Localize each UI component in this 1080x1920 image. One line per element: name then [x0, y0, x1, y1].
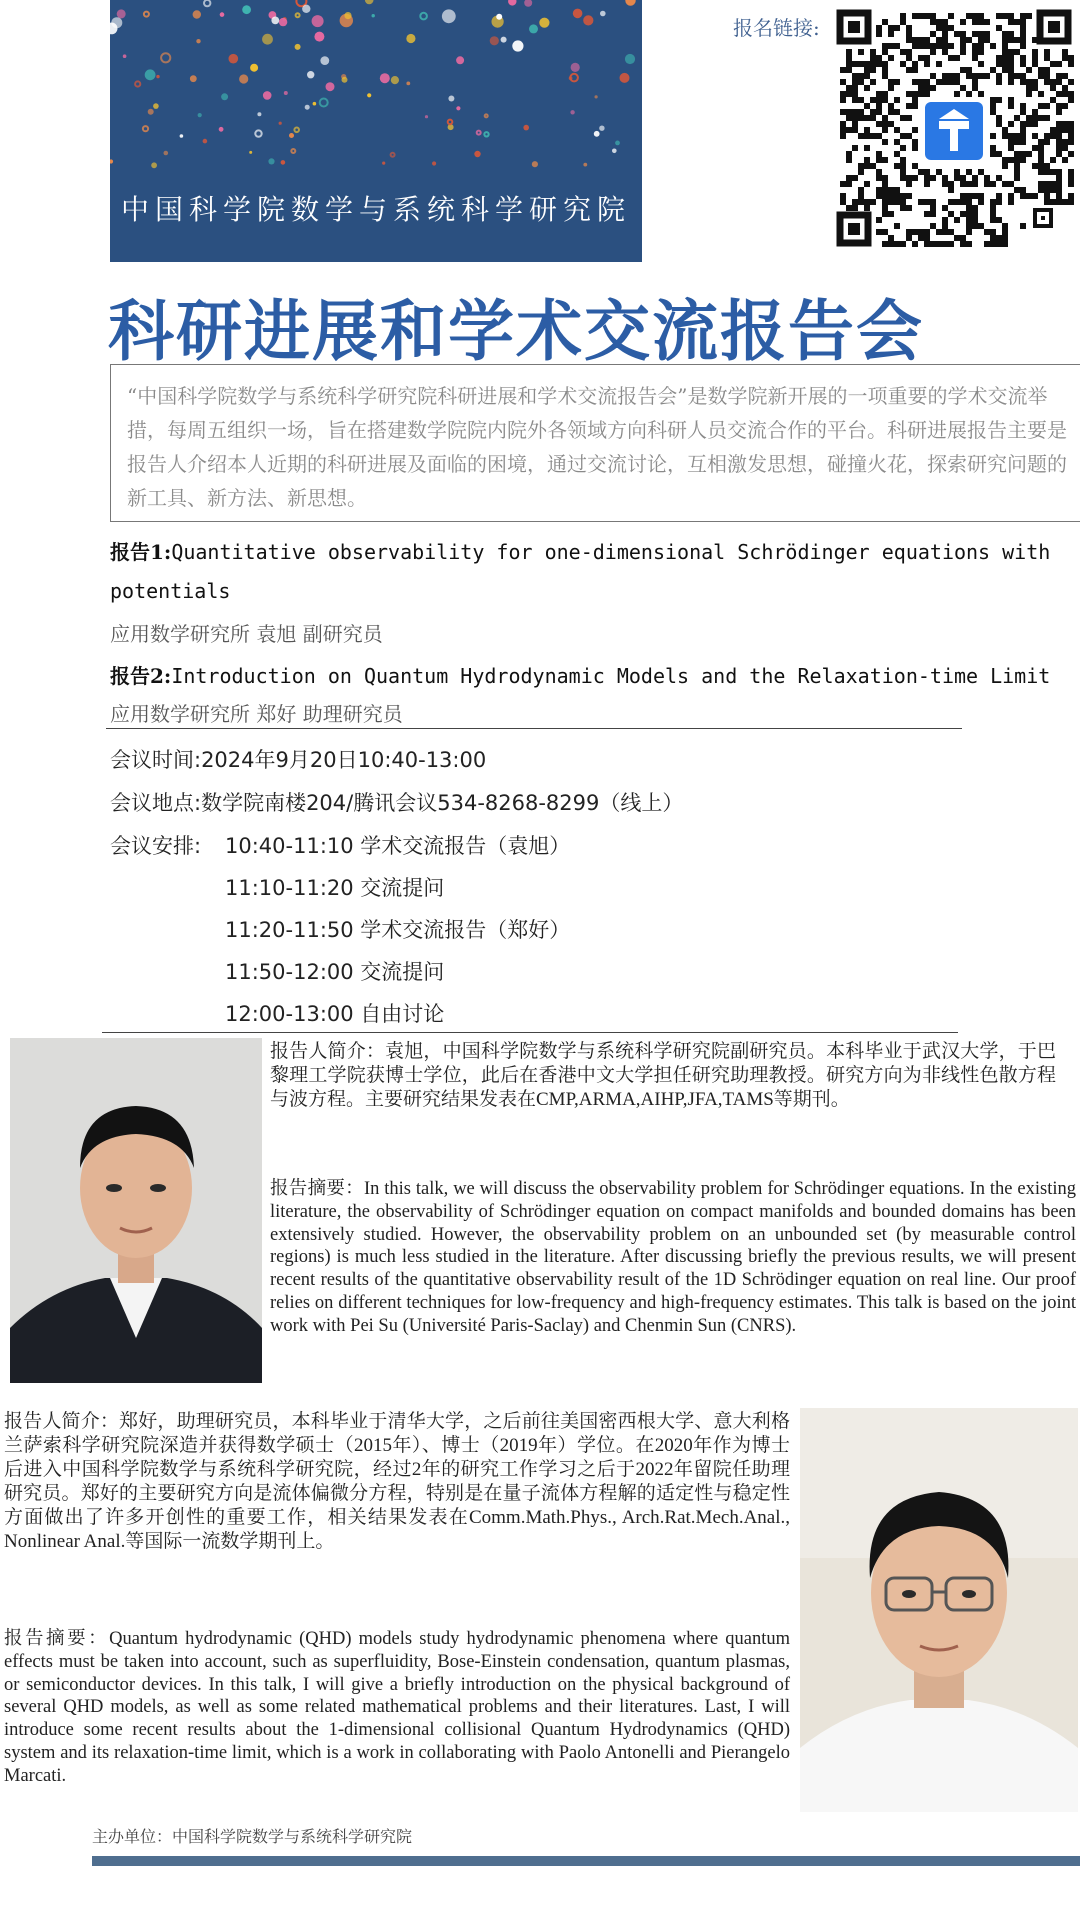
page-title: 科研进展和学术交流报告会: [108, 293, 924, 370]
schedule-item: 11:50-12:00 交流提问: [225, 960, 445, 984]
talk-2-title-line1: Introduction on Quantum Hydrodynamic Models and the Relaxation-time Limit: [171, 664, 1051, 688]
footer-bar: [92, 1856, 1080, 1866]
qr-code-icon[interactable]: [833, 5, 1075, 251]
meeting-place: 会议地点:数学院南楼204/腾讯会议534-8268-8299（线上）: [110, 791, 684, 815]
talk-2-title: [110, 660, 1050, 689]
divider: [106, 728, 962, 729]
speaker-1-abstract: 报告摘要：In this talk, we will discuss the observability problem for Schrödinger equations. In the existing literature, the observability of Schrödinger equation on compact manifolds and bounded domains has been extensively studied. However, the observability problem on an unbounded set (by measurable control regions) is much less studied in the literature. After discussing briefly the previous results, we will present recent results of the quantitative observability result of the 1D Schrödinger equation on real line. Our proof relies on different techniques for low-frequency and high-frequency estimates. This talk is based on the joint work with Pei Su (Université Paris-Saclay) and Chenmin Sun (CNRS).: [270, 1179, 1076, 1336]
talk-1-title: [110, 536, 1050, 565]
talk-1-title-line2: potentials: [110, 579, 231, 603]
speaker-1-photo: [10, 1038, 262, 1383]
schedule-item: 10:40-11:10 学术交流报告（袁旭）: [225, 834, 571, 858]
speaker-1-bio: 报告人简介：袁旭，中国科学院数学与系统科学研究院副研究员。本科毕业于武汉大学，于巴黎理工学院获博士学位，此后在香港中文大学担任研究助理教授。研究方向为非线性色散方程与波方程。主要研究结果发表在CMP,ARMA,AIHP,JFA,TAMS等期刊。: [270, 1041, 1056, 1110]
meeting-time: 会议时间:2024年9月20日10:40-13:00: [110, 748, 487, 772]
speaker-2-bio: 报告人简介：郑好，助理研究员，本科毕业于清华大学，之后前往美国密西根大学、意大利格兰萨索科学研究院深造并获得数学硕士（2015年）、博士（2019年）学位。在2020年作为博士后进入中国科学院数学与系统科学研究院，经过2年的研究工作学习之后于2022年留院任助理研究员。郑好的主要研究方向是流体偏微分方程，特别是在量子流体方程解的适定性与稳定性方面做出了许多开创性的重要工作，相关结果发表在Comm.Math.Phys., Arch.Rat.Mech.Anal., Nonlinear Anal.等国际一流数学期刊上。: [4, 1411, 790, 1552]
registration-label: 报名链接:: [733, 16, 820, 40]
speaker-2-photo: [800, 1408, 1078, 1812]
talk-1-speaker: 应用数学研究所 袁旭 副研究员: [110, 622, 383, 646]
talk-2-speaker: 应用数学研究所 郑好 助理研究员: [110, 702, 403, 726]
banner-institute-name: 中国科学院数学与系统科学研究院: [120, 193, 631, 226]
talk-1-tag: 报告1:: [110, 540, 172, 564]
organizer-label: 主办单位：中国科学院数学与系统科学研究院: [92, 1827, 413, 1846]
institute-banner: [110, 0, 642, 262]
schedule-item: 11:10-11:20 交流提问: [225, 876, 445, 900]
speaker-2-abstract: 报告摘要：Quantum hydrodynamic (QHD) models study hydrodynamic phenomena where quantum effects must be taken into account, such as superfluidity, Bose-Einstein condensation, quantum plasmas, or semiconductor devices. In this talk, I will give a briefly introduction on the physical background of several QHD models, as well as some related mathematical problems and their literatures. Last, I will introduce some recent results about the 1-dimensional collisional Quantum Hydrodynamics (QHD) system and its relaxation-time limit, which is a work in collaborating with Paolo Antonelli and Pierangelo Marcati.: [4, 1629, 790, 1786]
schedule-item: 11:20-11:50 学术交流报告（郑好）: [225, 918, 571, 942]
talk-1-title-line1: Quantitative observability for one-dimensional Schrödinger equations with: [171, 540, 1051, 564]
talk-2-tag: 报告2:: [110, 664, 172, 688]
divider: [102, 1032, 958, 1033]
schedule-item: 12:00-13:00 自由讨论: [225, 1002, 445, 1026]
schedule-label: 会议安排:: [110, 834, 202, 858]
intro-text: “中国科学院数学与系统科学研究院科研进展和学术交流报告会”是数学院新开展的一项重要的学术交流举措，每周五组织一场，旨在搭建数学院院内院外各领域方向科研人员交流合作的平台。科研进展报告主要是报告人介绍本人近期的科研进展及面临的困境，通过交流讨论，互相激发思想，碰撞火花，探索研究问题的新工具、新方法、新思想。: [110, 364, 1080, 522]
